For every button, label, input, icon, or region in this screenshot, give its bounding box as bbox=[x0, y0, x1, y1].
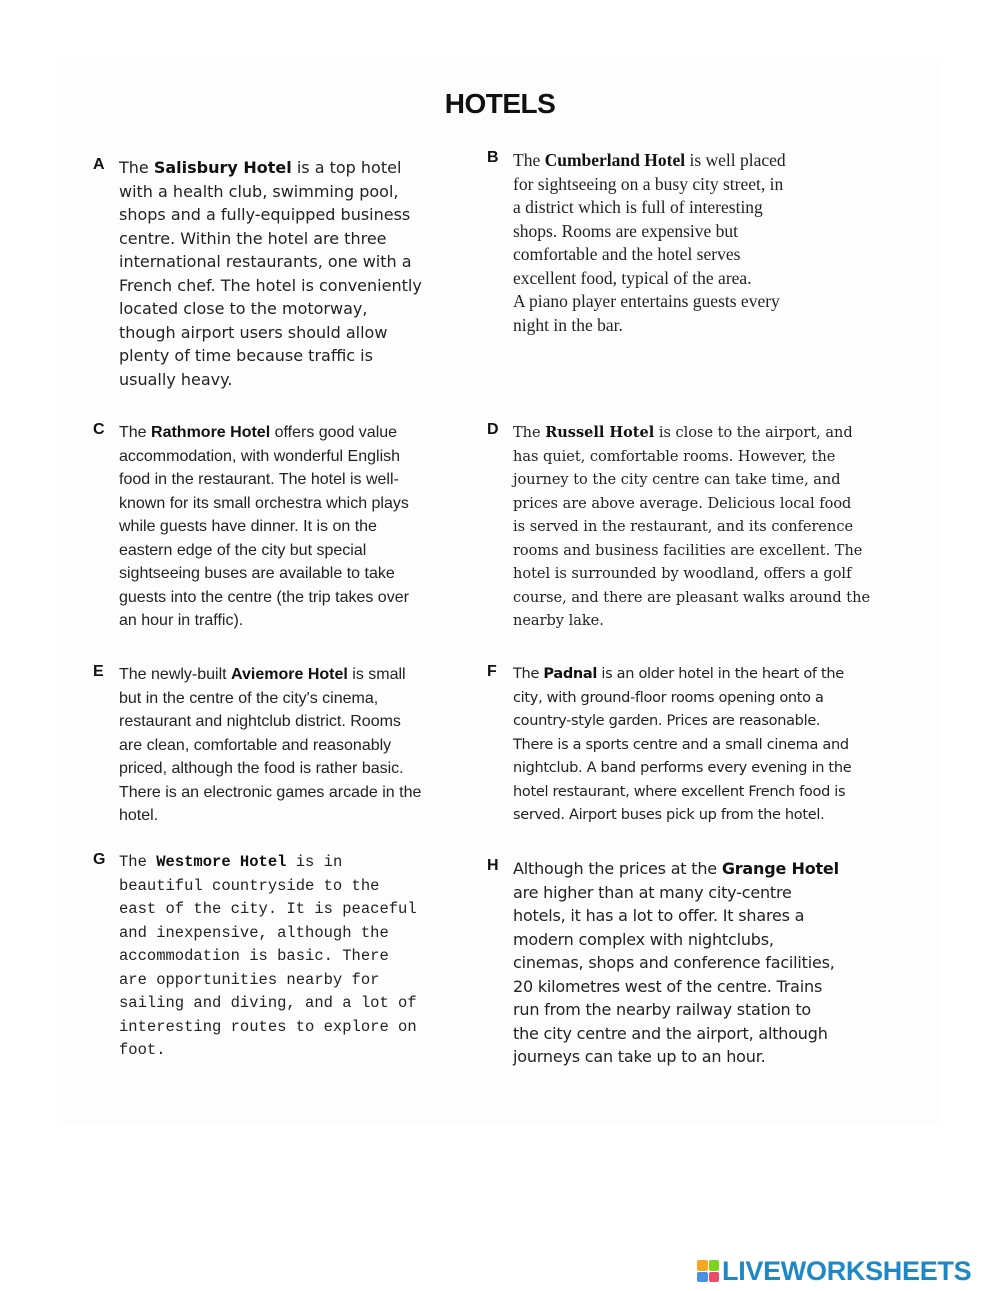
text-fragment: offers good value bbox=[270, 424, 398, 441]
text-line bbox=[119, 539, 409, 563]
text-fragment: interesting routes to explore on bbox=[119, 1017, 417, 1036]
text-line bbox=[119, 227, 422, 251]
hotel-name: Salisbury Hotel bbox=[153, 158, 292, 177]
text-line bbox=[119, 368, 422, 392]
text-fragment: east of the city. It is peaceful bbox=[119, 900, 417, 918]
text-line bbox=[119, 687, 421, 711]
text-fragment: course, and there are pleasant walks around the bbox=[513, 589, 871, 606]
text-line bbox=[513, 975, 839, 999]
entry-text bbox=[513, 421, 870, 634]
text-fragment: journeys can take up to an hour. bbox=[513, 1047, 766, 1066]
text-fragment: hotel. bbox=[119, 807, 159, 824]
text-fragment: though airport users should allow bbox=[119, 322, 388, 342]
text-fragment: foot. bbox=[119, 1041, 166, 1059]
text-fragment: accommodation, with wonderful English bbox=[119, 447, 401, 465]
hotel-name: Cumberland Hotel bbox=[544, 150, 686, 170]
text-fragment: nightclub. A band performs every evening in the bbox=[513, 760, 852, 776]
text-fragment: food in the restaurant. The hotel is well- bbox=[119, 471, 399, 488]
text-fragment: shops and a fully-equipped business bbox=[119, 205, 411, 224]
text-line bbox=[513, 314, 786, 338]
text-fragment: is a top hotel bbox=[291, 158, 402, 177]
logo-square-3 bbox=[697, 1272, 708, 1283]
hotel-name: Rathmore Hotel bbox=[151, 424, 271, 441]
text-line bbox=[513, 804, 851, 828]
text-line bbox=[119, 1016, 417, 1040]
logo-square-2 bbox=[709, 1260, 720, 1271]
text-fragment: beautiful countryside to the bbox=[119, 876, 380, 895]
logo-square-1 bbox=[697, 1260, 708, 1271]
hotel-name: Russell Hotel bbox=[545, 424, 655, 441]
text-fragment: are higher than at many city-centre bbox=[513, 882, 792, 902]
text-fragment: shops. Rooms are expensive but bbox=[513, 220, 739, 241]
text-fragment: The bbox=[513, 425, 546, 441]
text-fragment: a district which is full of interesting bbox=[513, 197, 763, 217]
text-fragment: located close to the motorway, bbox=[119, 299, 368, 318]
text-fragment: prices are above average. Delicious local food bbox=[513, 495, 852, 512]
text-fragment: Although the prices at the bbox=[513, 859, 722, 878]
text-line bbox=[119, 663, 421, 687]
text-fragment: There is an electronic games arcade in the bbox=[119, 783, 422, 801]
entry-text bbox=[513, 663, 851, 828]
entry-letter: F bbox=[487, 663, 497, 680]
text-line bbox=[513, 610, 870, 634]
text-line bbox=[513, 951, 839, 975]
text-fragment: eastern edge of the city but special bbox=[119, 541, 367, 559]
text-line bbox=[513, 1045, 839, 1069]
text-line bbox=[119, 781, 421, 805]
text-line bbox=[119, 586, 409, 610]
text-line bbox=[119, 180, 422, 204]
text-fragment: has quiet, comfortable rooms. However, the bbox=[513, 448, 836, 465]
text-fragment: is served in the restaurant, and its conference bbox=[513, 519, 854, 535]
text-fragment: 20 kilometres west of the centre. Trains bbox=[513, 976, 823, 996]
text-line bbox=[513, 446, 870, 470]
entry-letter: A bbox=[93, 156, 105, 173]
text-fragment: while guests have dinner. It is on the bbox=[119, 518, 377, 535]
text-fragment: usually heavy. bbox=[119, 369, 233, 389]
text-line bbox=[119, 757, 421, 781]
text-fragment: The bbox=[119, 853, 157, 871]
text-line bbox=[513, 173, 786, 197]
text-fragment: is an older hotel in the heart of the bbox=[597, 666, 844, 682]
text-fragment: journey to the city centre can take time, and bbox=[513, 472, 841, 488]
entry-text bbox=[513, 857, 839, 1069]
text-fragment: excellent food, typical of the area. bbox=[513, 267, 752, 288]
text-line bbox=[513, 516, 870, 540]
text-line bbox=[119, 321, 422, 345]
text-line bbox=[119, 250, 422, 274]
entry-letter: H bbox=[487, 857, 499, 874]
text-fragment: night in the bar. bbox=[513, 314, 623, 335]
text-line bbox=[513, 904, 839, 928]
page-title: HOTELS bbox=[444, 88, 556, 119]
text-fragment: sailing and diving, and a lot of bbox=[119, 994, 417, 1012]
text-line bbox=[513, 493, 870, 517]
logo-square-4 bbox=[709, 1272, 720, 1283]
entry-text bbox=[119, 156, 422, 391]
text-fragment: comfortable and the hotel serves bbox=[513, 244, 741, 264]
text-fragment: French chef. The hotel is conveniently bbox=[119, 275, 422, 295]
hotel-name: Aviemore Hotel bbox=[231, 666, 348, 683]
text-line bbox=[513, 149, 786, 173]
text-fragment: There is a sports centre and a small cinema and bbox=[513, 736, 849, 753]
text-fragment: The bbox=[119, 158, 154, 177]
text-line bbox=[513, 267, 786, 291]
text-line bbox=[119, 274, 422, 298]
text-fragment: hotel is surrounded by woodland, offers a golf bbox=[513, 566, 852, 582]
text-fragment: for sightseeing on a busy city street, in bbox=[513, 173, 784, 194]
text-line bbox=[513, 857, 839, 881]
text-fragment: centre. Within the hotel are three bbox=[119, 228, 387, 248]
text-line bbox=[513, 710, 851, 734]
text-line bbox=[513, 1022, 839, 1046]
text-fragment: city, with ground-floor rooms opening onto a bbox=[513, 689, 824, 706]
text-fragment: restaurant and nightclub district. Rooms bbox=[119, 713, 401, 730]
text-fragment: an hour in traffic). bbox=[119, 612, 244, 629]
text-line bbox=[513, 196, 786, 220]
text-fragment: The bbox=[513, 150, 545, 170]
text-line bbox=[513, 881, 839, 905]
text-fragment: The bbox=[119, 424, 152, 441]
text-line bbox=[119, 875, 417, 899]
text-line bbox=[119, 734, 421, 758]
entry-letter: C bbox=[93, 421, 105, 438]
text-line bbox=[119, 344, 422, 368]
text-line bbox=[119, 945, 417, 969]
text-line bbox=[513, 663, 851, 687]
text-fragment: accommodation is basic. There bbox=[119, 947, 389, 965]
text-fragment: cinemas, shops and conference facilities, bbox=[513, 953, 835, 972]
liveworksheets-logo[interactable] bbox=[697, 1255, 971, 1287]
entry-text bbox=[119, 663, 421, 828]
hotel-name: Padnal bbox=[543, 666, 598, 682]
text-line bbox=[119, 710, 421, 734]
text-line bbox=[119, 515, 409, 539]
text-line bbox=[119, 156, 422, 180]
text-fragment: priced, although the food is rather basic. bbox=[119, 760, 404, 777]
text-line bbox=[119, 851, 417, 875]
text-fragment: A piano player entertains guests every bbox=[513, 291, 780, 311]
text-fragment: nearby lake. bbox=[513, 613, 604, 629]
text-line bbox=[119, 492, 409, 516]
text-fragment: and inexpensive, although the bbox=[119, 923, 389, 942]
text-fragment: but in the centre of the city's cinema, bbox=[119, 689, 379, 707]
text-fragment: plenty of time because traffic is bbox=[119, 346, 373, 365]
text-line bbox=[119, 468, 409, 492]
text-line bbox=[119, 898, 417, 922]
text-line bbox=[513, 563, 870, 587]
text-fragment: known for its small orchestra which plays bbox=[119, 494, 409, 512]
brand-name: LIVEWORKSHEETS bbox=[722, 1255, 972, 1286]
text-line bbox=[513, 540, 870, 564]
text-line bbox=[119, 922, 417, 946]
live-logo-icon bbox=[697, 1260, 719, 1282]
text-line bbox=[119, 609, 409, 633]
text-line bbox=[513, 587, 870, 611]
text-fragment: run from the nearby railway station to bbox=[513, 1000, 812, 1019]
text-fragment: is small bbox=[347, 666, 406, 683]
text-line bbox=[119, 445, 409, 469]
text-line bbox=[513, 290, 786, 314]
text-line bbox=[513, 781, 851, 805]
text-fragment: country-style garden. Prices are reasonable. bbox=[513, 713, 821, 729]
text-line bbox=[513, 421, 870, 446]
entry-letter: B bbox=[487, 149, 499, 166]
text-fragment: hotels, it has a lot to offer. It shares a bbox=[513, 906, 805, 925]
entry-text bbox=[119, 421, 409, 633]
text-fragment: the city centre and the airport, although bbox=[513, 1023, 828, 1043]
text-fragment: rooms and business facilities are excellent. The bbox=[513, 542, 863, 559]
text-fragment: modern complex with nightclubs, bbox=[513, 929, 774, 949]
text-fragment: with a health club, swimming pool, bbox=[119, 181, 399, 201]
entry-text bbox=[119, 851, 417, 1063]
text-line bbox=[513, 243, 786, 267]
text-line bbox=[513, 687, 851, 711]
text-line bbox=[119, 421, 409, 445]
text-line bbox=[513, 469, 870, 493]
text-line bbox=[513, 220, 786, 244]
text-line bbox=[119, 297, 422, 321]
text-line bbox=[119, 1039, 417, 1063]
entry-letter: E bbox=[93, 663, 104, 680]
entry-letter: D bbox=[487, 421, 499, 438]
text-fragment: hotel restaurant, where excellent French food is bbox=[513, 783, 846, 800]
text-fragment: are clean, comfortable and reasonably bbox=[119, 736, 392, 754]
hotel-name: Westmore Hotel bbox=[156, 853, 287, 871]
text-fragment: are opportunities nearby for bbox=[119, 970, 380, 989]
entry-text bbox=[513, 149, 786, 337]
text-line bbox=[513, 928, 839, 952]
text-fragment: international restaurants, one with a bbox=[119, 252, 412, 271]
text-fragment: guests into the centre (the trip takes over bbox=[119, 588, 409, 606]
text-fragment: is in bbox=[286, 853, 343, 871]
text-fragment: served. Airport buses pick up from the hotel. bbox=[513, 807, 825, 823]
text-line bbox=[119, 562, 409, 586]
text-fragment: is close to the airport, and bbox=[654, 425, 853, 441]
text-fragment: The newly-built bbox=[119, 666, 232, 683]
text-line bbox=[119, 969, 417, 993]
entry-letter: G bbox=[93, 851, 106, 868]
text-line bbox=[513, 757, 851, 781]
text-fragment: is well placed bbox=[685, 150, 786, 170]
text-line bbox=[513, 734, 851, 758]
text-line bbox=[119, 203, 422, 227]
text-fragment: The bbox=[513, 666, 544, 682]
text-fragment: sightseeing buses are available to take bbox=[119, 565, 395, 582]
hotel-name: Grange Hotel bbox=[721, 859, 839, 878]
text-line bbox=[119, 804, 421, 828]
text-line bbox=[119, 992, 417, 1016]
text-line bbox=[513, 998, 839, 1022]
